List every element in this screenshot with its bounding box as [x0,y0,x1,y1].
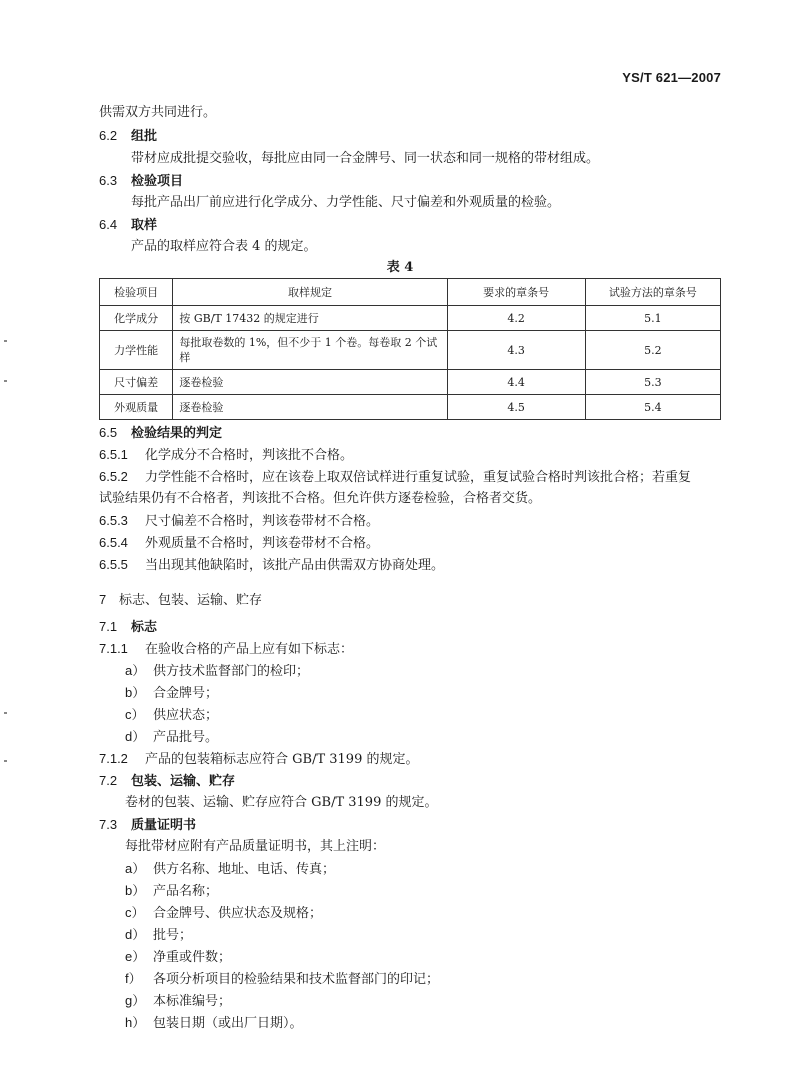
list-label: c） [125,905,145,920]
table-cell: 按 GB/T 17432 的规定进行 [173,306,447,331]
sampling-table [99,278,721,420]
list-item [125,993,231,1010]
table-cell: 5.2 [585,331,720,370]
section-6-3-heading [99,173,183,190]
clause-6-5-2 [99,469,691,486]
section-number: 7.1 [99,619,118,634]
list-item [125,707,218,724]
section-title: 标志 [131,620,158,635]
section-title: 包装、运输、贮存 [131,774,236,789]
section-title: 质量证明书 [131,818,197,833]
list-label: b） [125,685,146,700]
section-number: 7.3 [99,817,118,832]
list-label: e） [125,949,146,964]
list-item [125,949,231,966]
list-label: g） [125,993,146,1008]
table-cell: 4.4 [447,370,585,395]
section-7-3-heading [99,817,196,834]
table-cell: 5.3 [585,370,720,395]
scan-mark [4,760,7,762]
list-label: f） [125,971,142,986]
list-item [125,685,218,702]
scan-mark [4,340,7,342]
section-6-4-heading [99,217,157,234]
table-row [100,306,721,331]
chapter-7-heading [99,592,262,609]
table-cell: 5.1 [585,306,720,331]
clause-6-5-4 [99,535,379,552]
section-7-2-heading [99,773,235,790]
table-cell: 逐卷检验 [173,395,447,420]
list-text: 产品名称； [153,884,219,899]
table-cell: 外观质量 [100,395,173,420]
section-7-3-body: 每批带材应附有产品质量证明书，其上注明： [125,839,386,854]
table-header-row [100,279,721,306]
section-6-2-body: 带材应成批提交验收，每批应由同一合金牌号、同一状态和同一规格的带材组成。 [131,151,600,166]
table-row [100,331,721,370]
clause-number: 6.5.3 [99,513,128,528]
list-text: 批号； [153,928,193,943]
list-label: h） [125,1015,146,1030]
list-item [125,729,218,746]
table-title: 表 4 [386,260,414,275]
intro-line: 供需双方共同进行。 [99,105,217,120]
clause-6-5-1 [99,447,353,464]
list-label: c） [125,707,145,722]
table-cell: 尺寸偏差 [100,370,173,395]
section-title: 组批 [131,129,158,144]
clause-number: 6.5.4 [99,535,128,550]
section-6-4-body: 产品的取样应符合表 4 的规定。 [131,239,317,254]
clause-text: 力学性能不合格时，应在该卷上取双倍试样进行重复试验，重复试验合格时判该批合格；若重复 [145,470,692,485]
list-label: d） [125,927,146,942]
standard-code: YS/T 621—2007 [622,70,721,85]
table-row [100,370,721,395]
clause-7-1-2 [99,751,418,768]
list-text: 本标准编号； [153,994,232,1009]
scan-mark [4,712,7,714]
list-label: d） [125,729,146,744]
section-title: 检验结果的判定 [131,426,223,441]
chapter-title: 标志、包装、运输、贮存 [119,593,263,608]
clause-text: 尺寸偏差不合格时，判该卷带材不合格。 [145,514,380,529]
section-6-3-body: 每批产品出厂前应进行化学成分、力学性能、尺寸偏差和外观质量的检验。 [131,195,561,210]
list-text: 净重或件数； [153,950,232,965]
clause-number: 6.5.1 [99,447,128,462]
list-text: 合金牌号； [153,686,219,701]
list-text: 供应状态； [153,708,219,723]
table-cell: 力学性能 [100,331,173,370]
section-number: 6.5 [99,425,118,440]
clause-number: 6.5.2 [99,469,128,484]
chapter-number: 7 [99,592,107,607]
section-title: 检验项目 [131,174,184,189]
list-text: 供方技术监督部门的检印； [153,664,310,679]
clause-number: 7.1.1 [99,641,128,656]
clause-number: 6.5.5 [99,557,128,572]
list-item [125,861,335,878]
section-7-1-heading [99,619,157,636]
section-number: 7.2 [99,773,118,788]
clause-text: 在验收合格的产品上应有如下标志： [145,642,354,657]
list-item [125,927,192,944]
list-label: a） [125,663,146,678]
list-text: 各项分析项目的检验结果和技术监督部门的印记； [153,972,440,987]
clause-text: 化学成分不合格时，判该批不合格。 [145,448,354,463]
list-item [125,971,439,988]
list-label: a） [125,861,146,876]
table-cell: 4.3 [447,331,585,370]
table-header-cell: 试验方法的章条号 [585,279,720,306]
table-header-cell: 要求的章条号 [447,279,585,306]
table-cell: 4.2 [447,306,585,331]
section-number: 6.2 [99,128,118,143]
clause-text: 产品的包装箱标志应符合 GB/T 3199 的规定。 [145,752,419,767]
list-item [125,883,218,900]
list-item [125,1015,303,1032]
table-cell: 5.4 [585,395,720,420]
list-label: b） [125,883,146,898]
table-cell: 化学成分 [100,306,173,331]
section-6-5-heading [99,425,222,442]
clause-6-5-3 [99,513,379,530]
table-header-cell: 取样规定 [173,279,447,306]
section-number: 6.3 [99,173,118,188]
list-item [125,663,309,680]
clause-7-1-1 [99,641,353,658]
table-cell: 逐卷检验 [173,370,447,395]
list-item [125,905,322,922]
list-text: 供方名称、地址、电话、传真； [153,862,336,877]
table-cell: 4.5 [447,395,585,420]
scan-mark [4,380,7,382]
list-text: 产品批号。 [153,730,219,745]
list-text: 合金牌号、供应状态及规格； [153,906,323,921]
table-cell: 每批取卷数的 1%，但不少于 1 个卷。每卷取 2 个试样 [173,331,447,370]
section-number: 6.4 [99,217,118,232]
list-text: 包装日期（或出厂日期）。 [153,1016,303,1031]
clause-6-5-5 [99,557,444,574]
clause-number: 7.1.2 [99,751,128,766]
clause-text: 当出现其他缺陷时，该批产品由供需双方协商处理。 [145,558,445,573]
section-title: 取样 [131,218,158,233]
clause-text: 外观质量不合格时，判该卷带材不合格。 [145,536,380,551]
section-7-2-body: 卷材的包装、运输、贮存应符合 GB/T 3199 的规定。 [125,795,438,810]
table-row [100,395,721,420]
section-6-2-heading [99,128,157,145]
table-header-cell: 检验项目 [100,279,173,306]
clause-6-5-2-continued: 试验结果仍有不合格者，判该批不合格。但允许供方逐卷检验，合格者交货。 [99,491,542,506]
